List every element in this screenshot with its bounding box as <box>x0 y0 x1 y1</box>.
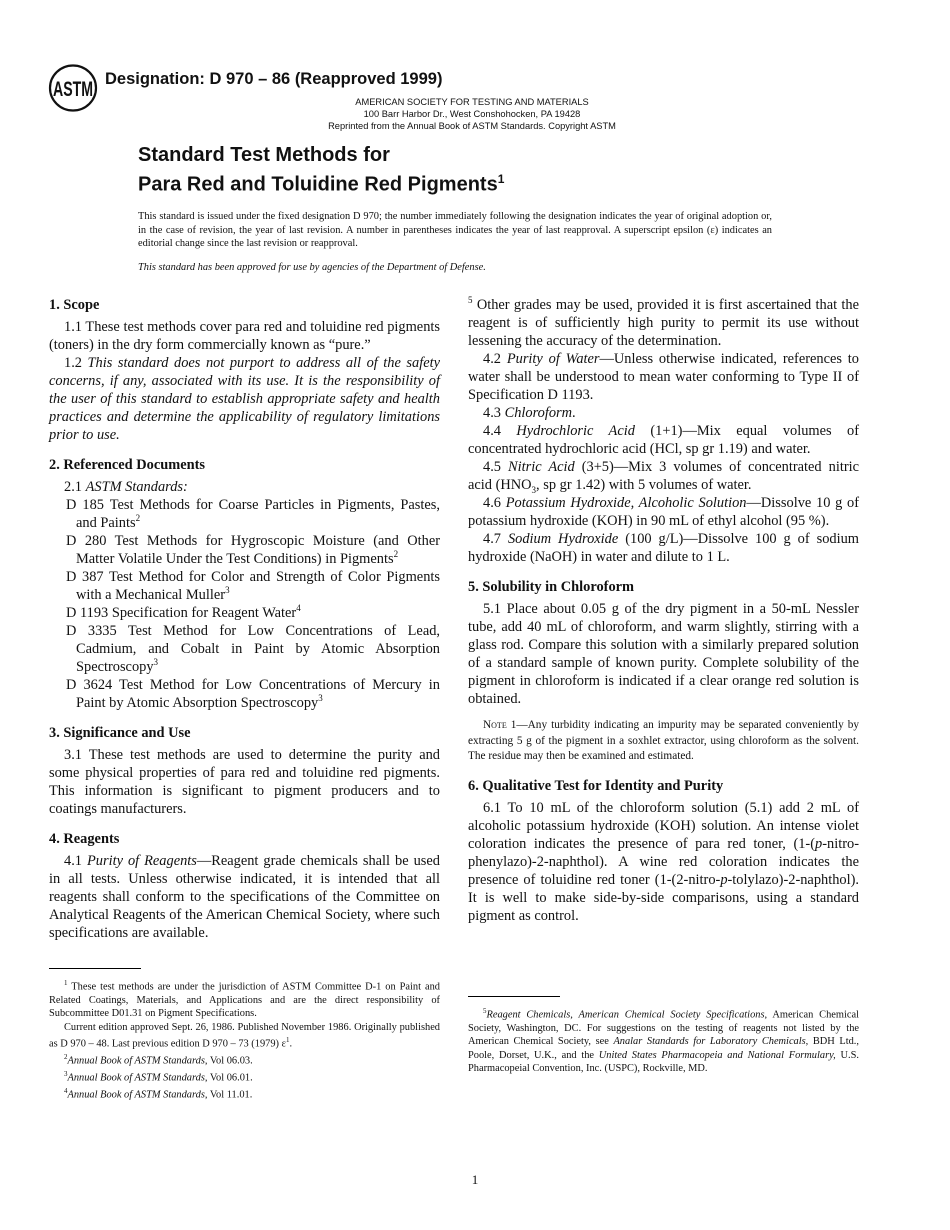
section-heading-significance: 3. Significance and Use <box>49 725 191 741</box>
footnote-3: $^3$Annual Book of ASTM Standards, Vol 06.01. <box>64 1069 253 1084</box>
reference-d280: D 280 Test Methods for Hygroscopic Moisture (and Other Matter Volatile Under the Test Conditions) in Pigments$^2$ <box>66 533 440 567</box>
right-column <box>468 296 859 925</box>
reference-d3624: D 3624 Test Method for Low Concentrations of Mercury in Paint by Atomic Absorption Spectroscopy$^3$ <box>66 677 440 711</box>
paragraph-4-6: 4.6 Potassium Hydroxide, Alcoholic Solution—Dissolve 10 g of potassium hydroxide (KOH) in 90 mL of ethyl alcohol (95 %). <box>468 495 860 529</box>
section-heading-referenced-documents: 2. Referenced Documents <box>49 457 205 473</box>
footnote-1-continued: Current edition approved Sept. 26, 1986. Published November 1986. Originally published as D 970 – 48. Last previous edition D 970 – 73 (1979) $\varepsilon^1$. <box>49 1021 440 1050</box>
note-1: Note 1—Any turbidity indicating an impurity may be separated conveniently by extracting 5 g of the pigment in a soxhlet extractor, using chloroform as the solvent. The residue may then be examined and estimated. <box>468 719 859 762</box>
paragraph-3-1: 3.1 These test methods are used to determine the purity and some physical properties of para red and toluidine red pigments. This information is significant to pigment producers and to coatings manufacturers. <box>49 747 440 817</box>
org-address: 100 Barr Harbor Dr., West Conshohocken, PA 19428 <box>363 109 581 119</box>
reference-d185: D 185 Test Methods for Coarse Particles in Pigments, Pastes, and Paints$^2$ <box>66 497 440 531</box>
paragraph-4-2: 4.2 Purity of Water—Unless otherwise indicated, references to water shall be understood to mean water conforming to Type II of Specification D 1193. <box>468 351 859 403</box>
footnote-2: $^2$Annual Book of ASTM Standards, Vol 06.03. <box>64 1052 253 1067</box>
section-heading-reagents: 4. Reagents <box>49 831 120 847</box>
org-name: AMERICAN SOCIETY FOR TESTING AND MATERIALS <box>355 97 589 107</box>
paragraph-4-3: 4.3 Chloroform. <box>483 405 576 421</box>
footnotes-right <box>468 996 859 1076</box>
paragraph-4-1-part-2: $^5$ Other grades may be used, provided it is first ascertained that the reagent is of sufficiently high purity to permit its use without lessening the accuracy of the determination. <box>468 295 859 349</box>
paragraph-4-1-part-1: 4.1 Purity of Reagents—Reagent grade chemicals shall be used in all tests. Unless otherwise indicated, it is intended that all reagents shall conform to the specifications of the Committee on Analytical Reagents of the American Chemical Society, where such specifications are available. <box>49 853 440 941</box>
left-column <box>49 296 440 942</box>
paragraph-1-2: 1.2 This standard does not purport to address all of the safety concerns, if any, associated with its use. It is the responsibility of the user of this standard to establish appropriate safety and health practices and determine the applicability of regulatory limitations prior to use. <box>49 355 440 443</box>
paragraph-6-1: 6.1 To 10 mL of the chloroform solution (5.1) add 2 mL of alcoholic potassium hydroxide (KOH) solution. An intense violet coloration indicates the presence of para red toner, (1-(p-nitro-phenylazo)-2-naphthol). A wine red coloration indicates the presence of toluidine red toner (1-(2-nitro-p-tolylazo)-2-naphthol). It is well to make side-by-side comparisons, using a standard pigment as control. <box>468 799 859 924</box>
title-line-1: Standard Test Methods for <box>138 144 390 166</box>
issuance-notice: This standard is issued under the fixed designation D 970; the number immediately following the designation indicates the year of original adoption or, in the case of revision, the year of last revision. A number in parentheses indicates the year of last reapproval. A superscript epsilon (ε) indicates an editorial change since the last revision or reapproval. <box>138 211 772 250</box>
paragraph-2-1: 2.1 ASTM Standards: <box>64 479 188 495</box>
footnote-rule <box>49 968 141 969</box>
paragraph-4-4: 4.4 Hydrochloric Acid (1+1)—Mix equal volumes of concentrated hydrochloric acid (HCl, sp gr 1.19) and water. <box>468 423 859 457</box>
document-title <box>138 143 504 197</box>
dod-approval-notice: This standard has been approved for use by agencies of the Department of Defense. <box>138 262 486 273</box>
reference-d3335: D 3335 Test Method for Low Concentrations of Lead, Cadmium, and Cobalt in Paint by Atomic Absorption Spectroscopy$^3$ <box>66 623 440 675</box>
paragraph-4-5: 4.5 Nitric Acid (3+5)—Mix 3 volumes of concentrated nitric acid ($HNO_3$, sp gr 1.42) with 5 volumes of water. <box>468 459 859 495</box>
footnotes-left <box>49 968 440 1102</box>
title-footnote-mark: 1 <box>497 172 505 186</box>
page-number: 1 <box>471 1172 479 1187</box>
title-line-2: Para Red and Toluidine Red Pigments$^1$ <box>138 172 505 196</box>
footnote-rule <box>468 996 560 997</box>
section-heading-scope: 1. Scope <box>49 297 100 313</box>
reprint-notice: Reprinted from the Annual Book of ASTM Standards. Copyright ASTM <box>328 121 616 131</box>
reference-d387: D 387 Test Method for Color and Strength of Color Pigments with a Mechanical Muller$^3$ <box>66 569 440 603</box>
footnote-4: $^4$Annual Book of ASTM Standards, Vol 11.01. <box>64 1086 253 1101</box>
logo-text: ASTM <box>53 78 93 101</box>
footnote-1: $^1$ These test methods are under the jurisdiction of ASTM Committee D-1 on Paint and Related Coatings, Materials, and Applications and are the direct responsibility of Subcommittee D01.31 on Pigment Specifications. <box>49 979 440 1020</box>
section-heading-qualitative-test: 6. Qualitative Test for Identity and Purity <box>468 777 724 794</box>
reference-d1193: D 1193 Specification for Reagent Water$^4$ <box>66 603 301 621</box>
designation: Designation: D 970 – 86 (Reapproved 1999) <box>105 70 443 88</box>
footnote-5: $^5$Reagent Chemicals, American Chemical Society Specifications, American Chemical Society, Washington, DC. For suggestions on the testing of reagents not listed by the American Chemical Society, see Analar Standards for Laboratory Chemicals, BDH Ltd., Poole, Dorset, U.K., and the United States Pharmacopeia and National Formulary, U.S. Pharmacopeial Convention, Inc. (USPC), Rockville, MD. <box>468 1007 860 1075</box>
paragraph-5-1: 5.1 Place about 0.05 g of the dry pigment in a 50-mL Nessler tube, add 40 mL of chloroform, and warm slightly, stirring with a glass rod. Compare this solution with a similarly prepared solution of a standard sample of known purity. Complete solubility of the pigment in chloroform is indicated if a clear orange red solution is obtained. <box>468 601 859 707</box>
section-heading-solubility: 5. Solubility in Chloroform <box>468 579 635 595</box>
paragraph-4-7: 4.7 Sodium Hydroxide (100 g/L)—Dissolve 100 g of sodium hydroxide (NaOH) in water and dilute to 1 L. <box>468 531 859 565</box>
paragraph-1-1: 1.1 These test methods cover para red and toluidine red pigments (toners) in the dry form commercially known as “pure.” <box>49 319 440 353</box>
